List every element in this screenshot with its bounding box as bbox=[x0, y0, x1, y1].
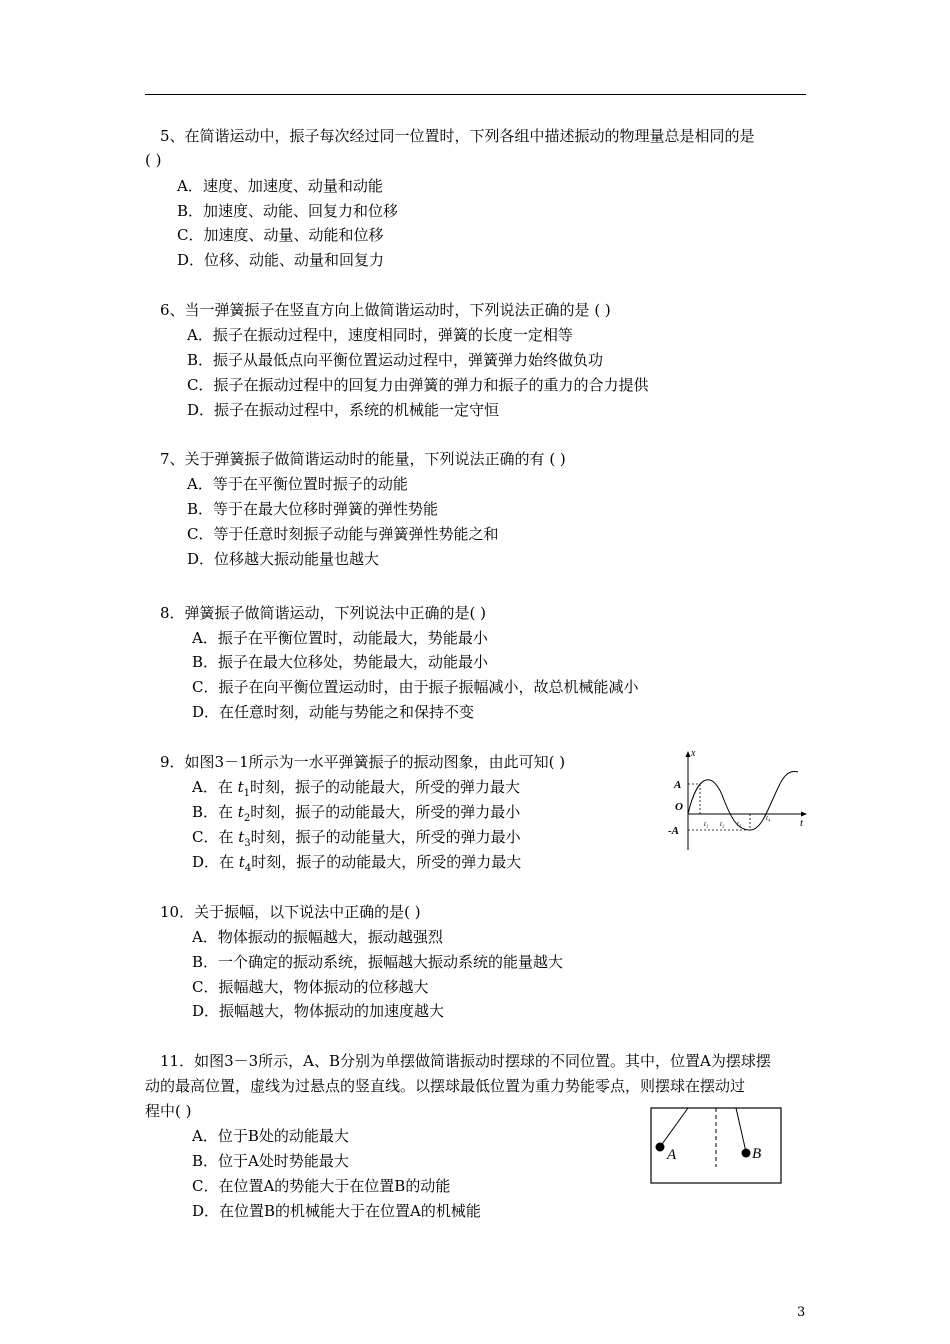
q11-pendulum-figure bbox=[650, 1107, 782, 1185]
q11-option-b: B．位于A处时势能最大 bbox=[192, 1152, 349, 1170]
q10-option-b: B．一个确定的振动系统，振幅越大振动系统的能量越大 bbox=[192, 953, 564, 971]
graph-x-label: x bbox=[691, 748, 696, 759]
q11-stem-line-2: 动的最高位置，虚线为过悬点的竖直线。以摆球最低位置为重力势能零点，则摆球在摆动过 bbox=[145, 1077, 746, 1095]
header-rule bbox=[145, 94, 806, 95]
graph-x-arrow bbox=[686, 751, 691, 757]
q10-option-c: C．振幅越大，物体振动的位移越大 bbox=[192, 978, 429, 996]
graph-t-arrow bbox=[801, 812, 807, 817]
q5-option-a: A．速度、加速度、动量和动能 bbox=[177, 177, 383, 195]
q9-option-d: D．在 $t_4$时刻，振子的动能最大，所受的弹力最大 bbox=[192, 853, 522, 874]
q11-stem-line-3: 程中( ) bbox=[145, 1102, 192, 1120]
q5-option-b: B．加速度、动能、回复力和位移 bbox=[177, 202, 399, 220]
graph-neg-a-label: -A bbox=[668, 825, 679, 837]
q6-option-a: A．振子在振动过程中，速度相同时，弹簧的长度一定相等 bbox=[187, 326, 573, 344]
graph-a-label: A bbox=[674, 779, 682, 791]
graph-t-label: t bbox=[800, 817, 804, 829]
q6-option-b: B．振子从最低点向平衡位置运动过程中，弹簧弹力始终做负功 bbox=[187, 351, 604, 369]
q8-option-b: B．振子在最大位移处，势能最大，动能最小 bbox=[192, 653, 489, 671]
q6-option-d: D．振子在振动过程中，系统的机械能一定守恒 bbox=[187, 401, 500, 419]
q7-option-c: C．等于任意时刻振子动能与弹簧弹性势能之和 bbox=[187, 525, 499, 543]
q8-option-c: C．振子在向平衡位置运动时，由于振子振幅减小，故总机械能减小 bbox=[192, 678, 639, 696]
q11-option-c: C．在位置A的势能大于在位置B的动能 bbox=[192, 1177, 451, 1195]
q8-option-d: D．在任意时刻，动能与势能之和保持不变 bbox=[192, 703, 475, 721]
q10-stem: 10．关于振幅，以下说法中正确的是( ) bbox=[160, 903, 421, 921]
pendulum-label-b: B bbox=[752, 1146, 762, 1162]
q11-option-a: A．位于B处的动能最大 bbox=[192, 1127, 349, 1145]
q7-option-b: B．等于在最大位移时弹簧的弹性势能 bbox=[187, 500, 439, 518]
q8-stem: 8．弹簧振子做简谐运动，下列说法中正确的是( ) bbox=[160, 604, 487, 622]
q9-option-c: C．在 $t_3$时刻，振子的动能量大，所受的弹力最小 bbox=[192, 828, 521, 849]
q7-option-a: A．等于在平衡位置时振子的动能 bbox=[187, 475, 408, 493]
pendulum-label-a: A bbox=[667, 1147, 677, 1163]
pendulum-ball-b bbox=[742, 1149, 751, 1158]
q9-stem: 9．如图3－1所示为一水平弹簧振子的振动图象，由此可知( ) bbox=[160, 753, 566, 771]
q5-answer-paren: ( ) bbox=[145, 151, 162, 169]
q11-option-d: D．在位置B的机械能大于在位置A的机械能 bbox=[192, 1202, 481, 1220]
q10-option-d: D．振幅越大，物体振动的加速度越大 bbox=[192, 1002, 445, 1020]
q9-option-a: A．在 $t_1$时刻，振子的动能最大，所受的弹力最大 bbox=[192, 778, 521, 799]
graph-origin-label: O bbox=[675, 801, 683, 813]
q11-stem-line-1: 11．如图3－3所示，A、B分别为单摆做简谐振动时摆球的不同位置。其中，位置A为摆球摆 bbox=[160, 1052, 771, 1070]
q8-option-a: A．振子在平衡位置时，动能最大，势能最小 bbox=[192, 629, 488, 647]
q10-option-a: A．物体振动的振幅越大，振动越强烈 bbox=[192, 928, 443, 946]
q6-stem: 6、当一弹簧振子在竖直方向上做简谐运动时，下列说法正确的是 ( ) bbox=[160, 301, 611, 319]
pendulum-ball-a bbox=[656, 1143, 665, 1152]
graph-tick-t1: t₁ bbox=[704, 820, 709, 828]
q5-option-c: C．加速度、动量、动能和位移 bbox=[177, 226, 384, 244]
pendulum-string-a bbox=[660, 1108, 688, 1147]
graph-tick-t3: t₃ bbox=[737, 820, 742, 828]
q7-option-d: D．位移越大振动能量也越大 bbox=[187, 550, 380, 568]
graph-tick-t2: t₂ bbox=[720, 820, 725, 828]
graph-tick-t4: t₄ bbox=[766, 814, 771, 822]
q6-option-c: C．振子在振动过程中的回复力由弹簧的弹力和振子的重力的合力提供 bbox=[187, 376, 649, 394]
q7-stem: 7、关于弹簧振子做简谐运动时的能量，下列说法正确的有 ( ) bbox=[160, 450, 566, 468]
q9-option-b: B．在 $t_2$时刻，振子的动能最大，所受的弹力最小 bbox=[192, 803, 521, 824]
page-number: 3 bbox=[797, 1305, 806, 1320]
q5-stem: 5、在简谐运动中，振子每次经过同一位置时，下列各组中描述振动的物理量总是相同的是 bbox=[160, 127, 755, 145]
q5-option-d: D．位移、动能、动量和回复力 bbox=[177, 251, 385, 269]
q9-vibration-graph bbox=[664, 748, 810, 852]
pendulum-string-b bbox=[736, 1108, 746, 1152]
